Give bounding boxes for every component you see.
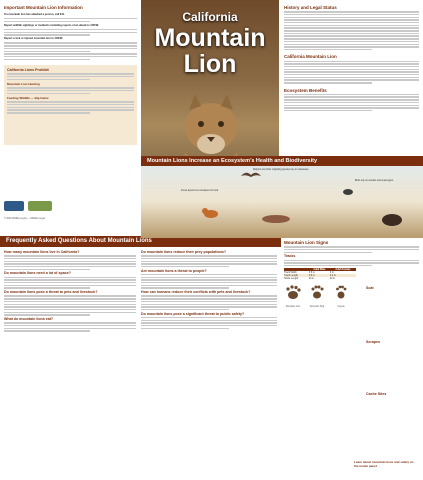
- fox-icon: [201, 206, 221, 220]
- logo-row: [4, 201, 134, 211]
- important-title: Important Mountain Lion Information: [4, 5, 83, 10]
- faq-question: What do mountain lions eat?: [4, 316, 54, 321]
- table-cell: Track Length: [284, 274, 298, 278]
- important-info-column: [4, 5, 137, 223]
- collar-title: California Lions Prohibit: [7, 67, 49, 72]
- track-caption: Domestic Dog: [309, 306, 325, 309]
- table-cell: 32 in.: [329, 277, 336, 281]
- signs-title: Mountain Lion Signs: [284, 240, 329, 245]
- faq-banner: Frequently Asked Questions About Mountain Lions: [0, 236, 281, 247]
- faq-question: Do mountain lions pose a threat to pets and livestock?: [4, 290, 98, 295]
- feeding-title: Feeding Wildlife — Big Game: [7, 96, 49, 101]
- track-caption: Mountain Lion: [285, 306, 301, 309]
- table-cell: 3.5 in.: [308, 271, 316, 275]
- collar-box: [4, 65, 137, 145]
- eco-banner: Mountain Lions Increase an Ecosystem’s Health and Biodiversity: [141, 156, 423, 166]
- track-table: [284, 268, 356, 280]
- table-row: [284, 277, 356, 280]
- faq-col-2: [141, 250, 277, 476]
- paw-print-icon: [308, 283, 326, 301]
- footer-note: © 2020 Wildlife.ca.gov — Wildlife.ca.gov: [4, 218, 46, 220]
- history-title: History and Legal Status: [284, 5, 337, 10]
- track-lion: [284, 283, 302, 309]
- ecosystem-illustration: [141, 156, 423, 238]
- table-cell: 3.2 in.: [329, 274, 337, 278]
- eco-title: Ecosystem Benefits: [284, 87, 327, 93]
- faq-question: Do mountain lions need a lot of space?: [4, 271, 71, 276]
- cta-inside: Learn about mountain lions and safety on the inside panel.: [354, 460, 414, 468]
- cover-title-3: Lion: [183, 50, 237, 78]
- table-cell: Stride Length: [284, 277, 299, 281]
- faq-question: Are mountain lions a threat to people?: [141, 268, 207, 273]
- track-caption: Coyote: [337, 306, 345, 309]
- cover-title-2: Mountain: [154, 24, 266, 52]
- faq-col-1: [4, 250, 136, 476]
- faq-question: How many mountain lions live in California?: [4, 250, 80, 254]
- track-dog: [308, 283, 326, 309]
- table-cell: Track Width: [284, 271, 297, 275]
- tracks-title: Tracks: [284, 254, 296, 259]
- cover-title-1: California: [182, 10, 238, 24]
- partner-logo: [28, 201, 52, 211]
- lion-law-title: Mountain Lion Hunting: [7, 82, 40, 87]
- table-cell: 40 in.: [308, 277, 315, 281]
- bird-icon: [341, 186, 355, 196]
- about-title: California Mountain Lion: [284, 54, 337, 60]
- scrapes-title: Scrapes: [366, 340, 380, 344]
- important-item: Report a sick or injured mountain lion to CDFW.: [4, 37, 63, 41]
- bottom-panel: [0, 236, 423, 480]
- paw-print-icon: [332, 283, 350, 301]
- carcass-icon: [261, 214, 291, 224]
- scat-title: Scat: [366, 286, 374, 290]
- signs-column: [284, 240, 419, 476]
- faq-question: Do mountain lions pose a significant threat to public safety?: [141, 311, 245, 316]
- table-cell: 3 in.: [329, 271, 335, 275]
- eco-label: Birds rely on carcass and scavengers.: [355, 180, 394, 182]
- faq-question: How can humans reduce their conflicts with pets and livestock?: [141, 290, 251, 295]
- important-item: If a mountain lion has attacked a person, call 911.: [4, 13, 65, 16]
- paw-print-icon: [284, 283, 302, 301]
- table-head-cell: Adult Female: [335, 268, 351, 272]
- faq-question: Do mountain lions reduce their prey populations?: [141, 250, 227, 254]
- table-cell: 3.8 in.: [308, 274, 316, 278]
- eco-label: Raptors and other migrating species rely on carcasses.: [253, 169, 310, 171]
- table-head-cell: Adult Male: [313, 268, 326, 272]
- cdfw-logo: [4, 201, 24, 211]
- bear-icon: [381, 210, 403, 226]
- caches-title: Cache Sites: [366, 392, 387, 396]
- eco-label: Foxes depend on carcasses for food.: [181, 190, 219, 192]
- track-coyote: [332, 283, 350, 309]
- important-item: Report wildlife sightings or incidents including reports of an attack to CDFW.: [4, 23, 99, 27]
